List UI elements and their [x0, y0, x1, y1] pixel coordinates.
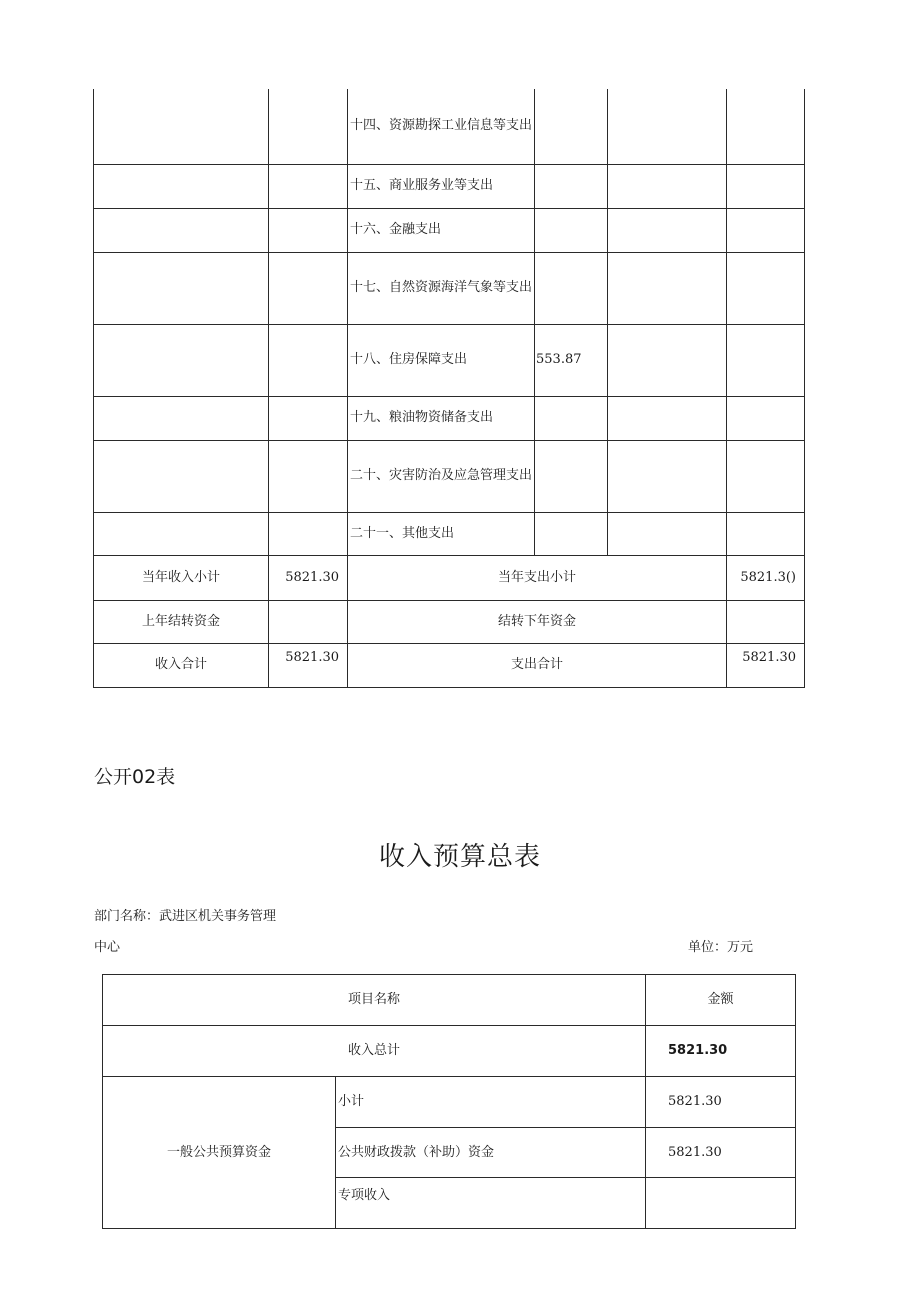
- category-label: 十八、住房保障支出: [348, 324, 535, 396]
- sub-item-label: 公共财政拨款（补助）资金: [336, 1128, 646, 1178]
- table-row: [94, 396, 805, 440]
- total-label: 收入总计: [103, 1026, 646, 1077]
- category-amount: [535, 440, 608, 512]
- department-name-continued: 中心: [94, 940, 121, 955]
- sub-item-label: 专项收入: [336, 1178, 646, 1229]
- table-row: [103, 1077, 796, 1128]
- table-row: [94, 252, 805, 324]
- category-amount: [535, 89, 608, 164]
- table-row: [94, 208, 805, 252]
- table-row: [94, 164, 805, 208]
- summary-left-label: 当年收入小计: [94, 555, 269, 600]
- total-row: [103, 1026, 796, 1077]
- category-amount: [535, 512, 608, 555]
- category-label: 二十一、其他支出: [348, 512, 535, 555]
- category-label: 十九、粮油物资储备支出: [348, 396, 535, 440]
- income-budget-table: [102, 974, 796, 1229]
- summary-row: [94, 555, 805, 600]
- summary-right-value: 5821.3(): [727, 555, 805, 600]
- summary-right-label: 结转下年资金: [348, 600, 727, 643]
- category-amount: [535, 396, 608, 440]
- summary-row: [94, 643, 805, 687]
- category-amount: [535, 208, 608, 252]
- category-label: 十六、金融支出: [348, 208, 535, 252]
- fund-group-label: 一般公共预算资金: [103, 1077, 336, 1229]
- table-row: [94, 440, 805, 512]
- summary-row: [94, 600, 805, 643]
- category-label: 十七、自然资源海洋气象等支出: [348, 252, 535, 324]
- summary-right-label: 当年支出小计: [348, 555, 727, 600]
- sub-item-value: 5821.30: [646, 1128, 796, 1178]
- summary-left-label: 收入合计: [94, 643, 269, 687]
- summary-left-value: [269, 600, 348, 643]
- sub-item-value: [646, 1178, 796, 1229]
- sub-item-value: 5821.30: [646, 1077, 796, 1128]
- summary-left-value: 5821.30: [269, 555, 348, 600]
- summary-right-value: [727, 600, 805, 643]
- summary-right-label: 支出合计: [348, 643, 727, 687]
- summary-left-label: 上年结转资金: [94, 600, 269, 643]
- unit-label: 单位：万元: [688, 940, 754, 955]
- section-label: 公开02表: [94, 766, 176, 788]
- table-row: [94, 512, 805, 555]
- table-header-row: [103, 975, 796, 1026]
- page-title: 收入预算总表: [378, 842, 541, 872]
- category-label: 十五、商业服务业等支出: [348, 164, 535, 208]
- sub-item-label: 小计: [336, 1077, 646, 1128]
- header-amount: 金额: [646, 975, 796, 1026]
- category-label: 二十、灾害防治及应急管理支出: [348, 440, 535, 512]
- summary-right-value: 5821.30: [727, 643, 805, 687]
- header-item-name: 项目名称: [103, 975, 646, 1026]
- category-amount: 553.87: [535, 324, 608, 396]
- total-value: 5821.30: [646, 1026, 796, 1077]
- summary-left-value: 5821.30: [269, 643, 348, 687]
- department-name: 部门名称：武进区机关事务管理: [94, 909, 277, 924]
- expenditure-budget-table: [93, 89, 805, 688]
- table-row: [94, 324, 805, 396]
- table-row: [94, 89, 805, 164]
- category-amount: [535, 252, 608, 324]
- category-amount: [535, 164, 608, 208]
- category-label: 十四、资源勘探工业信息等支出: [348, 89, 535, 164]
